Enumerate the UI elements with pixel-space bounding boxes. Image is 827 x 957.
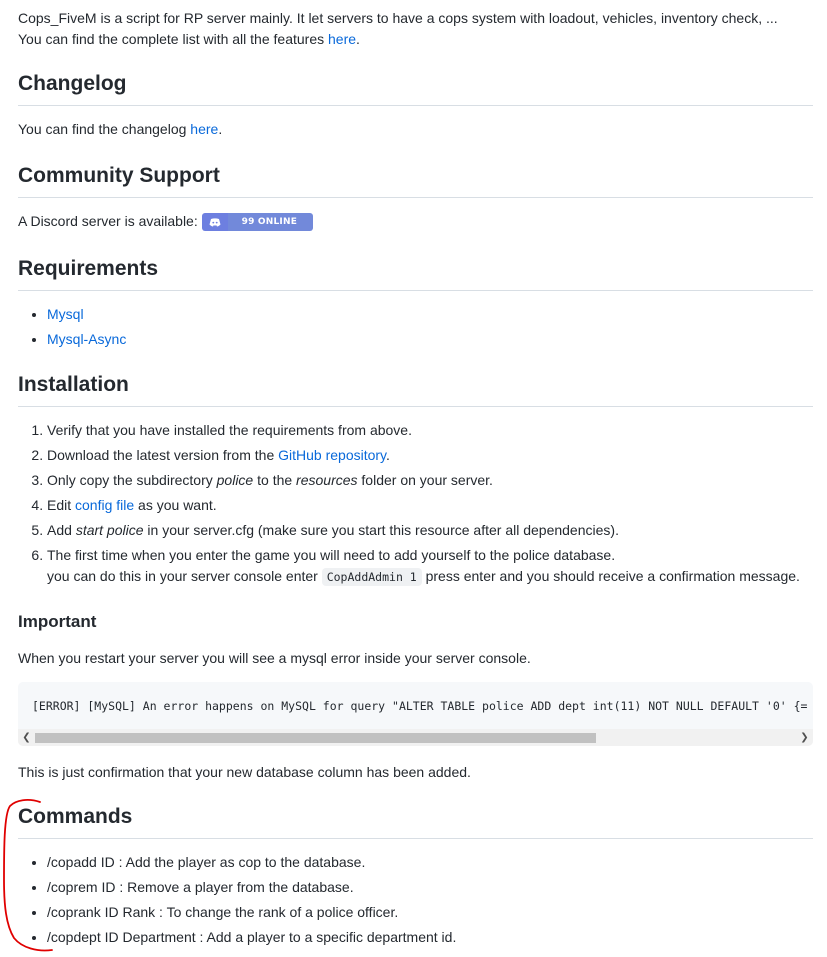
- commands-heading: Commands: [18, 802, 813, 839]
- confirmation-text: This is just confirmation that your new database column has been added.: [18, 764, 471, 780]
- changelog-link[interactable]: here: [190, 121, 219, 137]
- features-link[interactable]: here: [328, 31, 357, 47]
- list-item: [47, 304, 126, 325]
- discord-badge[interactable]: [202, 213, 313, 231]
- inline-code: CopAddAdmin 1: [322, 568, 422, 586]
- requirements-heading: Requirements: [18, 254, 813, 291]
- list-item: 2. Download the latest version from the GitHub repository.: [47, 445, 827, 466]
- list-item: • /copdept ID Department : Add a player to a specific department id.: [47, 927, 456, 948]
- list-item: • /copadd ID : Add the player as cop to the database.: [47, 852, 456, 873]
- intro-line-2: You can find the complete list with all the features here.: [18, 31, 360, 47]
- error-code-block[interactable]: [18, 682, 813, 746]
- list-item: [47, 329, 126, 350]
- list-item: • /coprem ID : Remove a player from the database.: [47, 877, 456, 898]
- list-item: 4. Edit config file as you want.: [47, 495, 827, 516]
- changelog-heading: Changelog: [18, 69, 813, 106]
- list-item: 6. The first time when you enter the game you will need to add yourself to the police database. you can do this in your server console enter CopAddAdmin 1 press enter and you should receive a confirmation message.: [47, 545, 827, 588]
- horizontal-scrollbar[interactable]: [18, 729, 813, 746]
- code-content: [ERROR] [MySQL] An error happens on MySQL for query "ALTER TABLE police ADD dept int(11) NOT NULL DEFAULT '0' {=: [32, 699, 808, 713]
- list-item: 1. Verify that you have installed the requirements from above.: [47, 420, 827, 441]
- installation-steps: [18, 420, 827, 592]
- commands-list: [18, 852, 456, 952]
- community-support-heading: Community Support: [18, 161, 813, 198]
- mysql-async-link[interactable]: Mysql-Async: [47, 331, 127, 347]
- requirements-list: [18, 304, 126, 354]
- installation-heading: Installation: [18, 370, 813, 407]
- discord-icon: [202, 213, 228, 231]
- important-text: When you restart your server you will see a mysql error inside your server console.: [18, 650, 531, 666]
- scroll-left-icon[interactable]: ❮: [22, 732, 31, 743]
- mysql-link[interactable]: Mysql: [47, 306, 84, 322]
- changelog-text: You can find the changelog here.: [18, 121, 223, 137]
- github-repository-link[interactable]: GitHub repository: [278, 447, 387, 463]
- scroll-right-icon[interactable]: ❯: [800, 732, 809, 743]
- discord-online-count: 99 ONLINE: [228, 213, 313, 231]
- intro-line-1: Cops_FiveM is a script for RP server mainly. It let servers to have a cops system with loadout, vehicles, inventory check, ...: [18, 10, 778, 26]
- important-heading: Important: [18, 612, 97, 631]
- config-file-link[interactable]: config file: [75, 497, 135, 513]
- list-item: 5. Add start police in your server.cfg (make sure you start this resource after all dependencies).: [47, 520, 827, 541]
- discord-text: A Discord server is available: 99 ONLINE: [18, 211, 313, 232]
- scrollbar-thumb[interactable]: [35, 733, 596, 743]
- list-item: 3. Only copy the subdirectory police to the resources folder on your server.: [47, 470, 827, 491]
- list-item: • /coprank ID Rank : To change the rank of a police officer.: [47, 902, 456, 923]
